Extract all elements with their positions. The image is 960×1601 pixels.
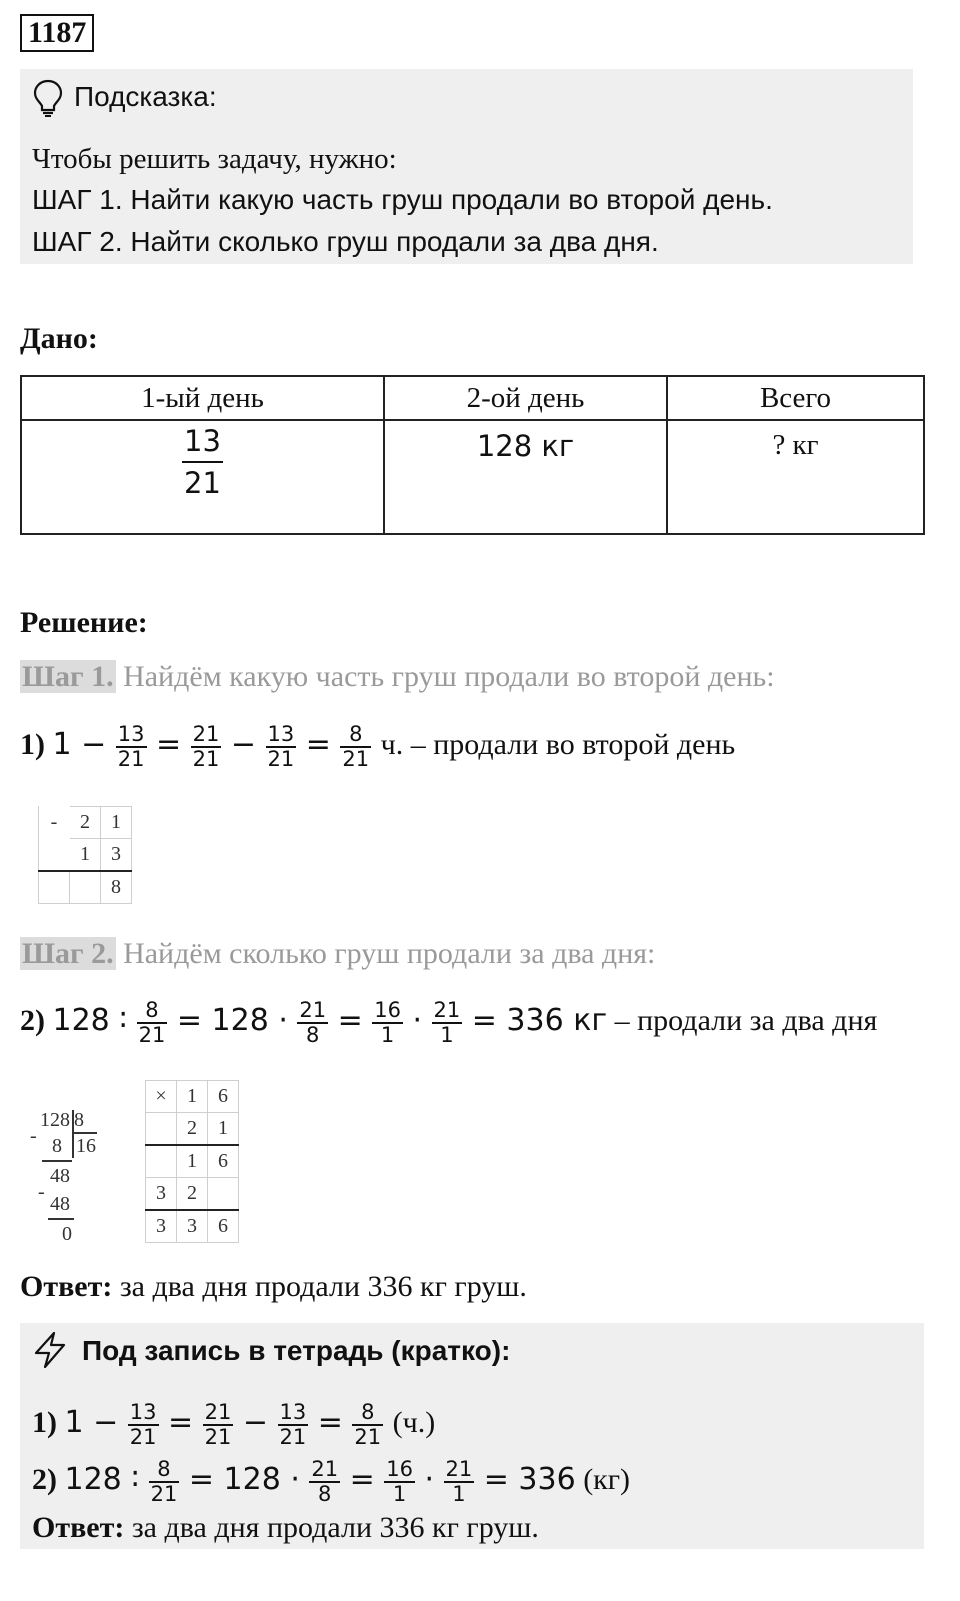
eq-part: 128 ∶ <box>52 1003 128 1038</box>
fraction <box>128 1401 159 1449</box>
given-table <box>20 375 925 535</box>
given-total-cell <box>667 420 924 534</box>
fraction-numerator: 8 <box>352 1401 383 1426</box>
dividend: 128 <box>40 1109 70 1131</box>
fraction-denominator: 21 <box>150 1482 178 1507</box>
eq-part: = <box>317 1405 343 1440</box>
minus-sign: - <box>38 1181 45 1203</box>
given-header-day1: 1-ый день <box>21 376 384 420</box>
fraction <box>372 999 403 1047</box>
fraction-numerator: 13 <box>182 421 223 463</box>
fraction <box>432 999 463 1047</box>
multiplication-calc <box>145 1080 239 1243</box>
fraction-numerator: 8 <box>340 723 371 748</box>
notes-answer <box>32 1511 539 1545</box>
step2-text: Найдём сколько груш продали за два дня: <box>123 937 656 970</box>
eq-part: = <box>349 1462 375 1497</box>
fraction-denominator: 1 <box>392 1482 407 1507</box>
fraction <box>203 1401 234 1449</box>
given-day1-fraction <box>182 421 223 503</box>
fraction <box>266 723 297 771</box>
fraction-denominator: 21 <box>184 466 221 500</box>
step1-text: Найдём какую часть груш продали во второй день: <box>123 660 775 693</box>
hint-title: Подсказка: <box>74 81 217 112</box>
fraction-denominator: 21 <box>138 1023 166 1048</box>
calc-cell <box>146 1145 177 1178</box>
eq-part: = <box>156 727 182 762</box>
hint-step-1-label: ШАГ 1. <box>32 184 123 215</box>
hint-step-1-text: Найти какую часть груш продали во второй день. <box>130 184 773 215</box>
fraction-numerator: 13 <box>129 1400 157 1425</box>
eq-part: − <box>230 727 257 762</box>
calc-cell: 3 <box>177 1210 208 1243</box>
fraction <box>137 999 168 1047</box>
eq-part: 1 − <box>64 1405 119 1440</box>
given-day2-cell <box>384 420 667 534</box>
step1-heading <box>20 660 775 694</box>
minus-sign: - <box>30 1125 37 1147</box>
hint-step-2 <box>32 226 659 258</box>
fraction-denominator: 21 <box>129 1425 157 1450</box>
fraction <box>278 1401 309 1449</box>
calc-cell <box>146 1113 177 1146</box>
calc-cell: 3 <box>146 1210 177 1243</box>
division-bar <box>72 1110 74 1158</box>
division-rule <box>48 1218 74 1220</box>
fraction-numerator: 21 <box>433 998 461 1023</box>
fraction-denominator: 21 <box>204 1425 232 1450</box>
given-header-day2: 2-ой день <box>384 376 667 420</box>
fraction-denominator: 21 <box>279 1425 307 1450</box>
eq-part: = 336 кг <box>471 1003 608 1038</box>
eq-suffix: (ч.) <box>392 1406 436 1439</box>
lightning-icon <box>32 1331 68 1374</box>
fraction-numerator: 16 <box>374 998 401 1023</box>
eq-part: · <box>424 1462 435 1497</box>
hint-box <box>20 69 913 264</box>
notes-title: Под запись в тетрадь (кратко): <box>82 1335 511 1366</box>
solution-title: Решение: <box>20 606 148 639</box>
fraction-numerator: 8 <box>137 999 168 1024</box>
eq-part: = 128 · <box>176 1003 288 1038</box>
fraction <box>297 999 328 1047</box>
notes-line-1 <box>32 1394 435 1452</box>
eq-number: 1) <box>20 728 45 761</box>
eq-part: = 128 · <box>188 1462 300 1497</box>
fraction <box>352 1401 383 1449</box>
calc-cell: × <box>146 1081 177 1113</box>
given-day1-cell <box>21 420 384 534</box>
calc-cell: 2 <box>70 807 101 839</box>
fraction-denominator: 8 <box>306 1023 320 1048</box>
answer-text: за два дня продали 336 кг груш. <box>119 1270 527 1303</box>
division-line: 48 <box>50 1165 70 1187</box>
fraction <box>116 723 147 771</box>
notes-box <box>20 1323 924 1549</box>
calc-cell: 6 <box>208 1145 239 1178</box>
subtraction-calc <box>38 806 132 904</box>
task-number: 1187 <box>20 14 94 52</box>
fraction-numerator: 21 <box>445 1457 473 1482</box>
step2-label: Шаг 2. <box>22 937 114 970</box>
calc-cell: 2 <box>177 1178 208 1211</box>
eq-part: · <box>412 1003 423 1038</box>
fraction-denominator: 21 <box>354 1425 382 1450</box>
fraction-denominator: 21 <box>267 747 295 772</box>
eq-part: = 336 <box>483 1462 576 1497</box>
fraction-numerator: 13 <box>117 722 145 747</box>
hint-step-2-label: ШАГ 2. <box>32 226 123 257</box>
fraction <box>191 723 222 771</box>
division-line: 48 <box>50 1193 70 1215</box>
eq-suffix: (кг) <box>583 1463 631 1496</box>
lightbulb-icon <box>32 79 64 122</box>
eq-suffix: – продали за два дня <box>614 1004 878 1037</box>
calc-cell: 1 <box>101 807 132 839</box>
quotient: 16 <box>76 1135 96 1157</box>
calc-cell: 3 <box>101 839 132 872</box>
given-day2-value: 128 кг <box>476 429 575 463</box>
eq-number: 2) <box>20 1004 45 1037</box>
fraction-denominator: 1 <box>380 1023 395 1048</box>
eq-suffix: ч. – продали во второй день <box>380 728 736 761</box>
calc-cell: 1 <box>208 1113 239 1146</box>
calc-cell: - <box>39 807 70 839</box>
division-line: 0 <box>62 1223 72 1245</box>
long-division <box>30 1108 110 1248</box>
fraction <box>384 1458 415 1506</box>
calc-cell: 6 <box>208 1210 239 1243</box>
eq-number: 1) <box>32 1406 57 1439</box>
eq-number: 2) <box>32 1463 57 1496</box>
fraction-numerator: 16 <box>386 1457 413 1482</box>
fraction-denominator: 21 <box>192 747 220 772</box>
eq-part: − <box>242 1405 269 1440</box>
divisor: 8 <box>74 1109 84 1131</box>
fraction-numerator: 21 <box>311 1457 339 1482</box>
calc-cell: 3 <box>146 1178 177 1211</box>
fraction-denominator: 1 <box>452 1482 466 1507</box>
eq-part: = <box>337 1003 363 1038</box>
calc-cell: 1 <box>177 1145 208 1178</box>
given-header-total: Всего <box>667 376 924 420</box>
fraction-numerator: 21 <box>299 998 327 1023</box>
hint-step-2-text: Найти сколько груш продали за два дня. <box>130 226 659 257</box>
answer-label: Ответ: <box>32 1511 125 1544</box>
fraction-numerator: 21 <box>204 1400 232 1425</box>
eq-part: 1 − <box>52 727 107 762</box>
calc-cell: 2 <box>177 1113 208 1146</box>
fraction <box>340 723 371 771</box>
fraction <box>309 1458 340 1506</box>
calc-cell: 1 <box>177 1081 208 1113</box>
eq-part: 128 ∶ <box>64 1462 140 1497</box>
calc-cell: 8 <box>101 871 132 904</box>
division-line: 8 <box>52 1135 62 1157</box>
fraction-numerator: 21 <box>192 722 220 747</box>
fraction-denominator: 21 <box>342 747 370 772</box>
answer-line <box>20 1270 527 1304</box>
eq-part: = <box>168 1405 194 1440</box>
notes-line-2 <box>32 1451 630 1509</box>
step2-heading <box>20 937 655 971</box>
fraction <box>149 1458 180 1506</box>
step2-equation <box>20 992 877 1050</box>
calc-cell <box>39 871 70 904</box>
calc-cell: 1 <box>70 839 101 872</box>
answer-label: Ответ: <box>20 1270 113 1303</box>
division-rule <box>42 1160 72 1162</box>
fraction <box>444 1458 475 1506</box>
step1-equation <box>20 716 735 774</box>
calc-cell: 6 <box>208 1081 239 1113</box>
fraction-denominator: 8 <box>318 1482 332 1507</box>
given-total-value: ? кг <box>772 429 819 461</box>
fraction-numerator: 8 <box>149 1458 180 1483</box>
calc-cell <box>39 839 70 872</box>
answer-text: за два дня продали 336 кг груш. <box>131 1511 539 1544</box>
eq-part: = <box>305 727 331 762</box>
hint-intro: Чтобы решить задачу, нужно: <box>32 143 397 175</box>
given-title: Дано: <box>20 322 98 355</box>
calc-cell <box>208 1178 239 1211</box>
fraction-numerator: 13 <box>267 722 295 747</box>
calc-cell <box>70 871 101 904</box>
fraction-numerator: 13 <box>279 1400 307 1425</box>
fraction-denominator: 1 <box>440 1023 454 1048</box>
step1-label: Шаг 1. <box>22 660 114 693</box>
hint-step-1 <box>32 184 773 216</box>
fraction-denominator: 21 <box>117 747 145 772</box>
